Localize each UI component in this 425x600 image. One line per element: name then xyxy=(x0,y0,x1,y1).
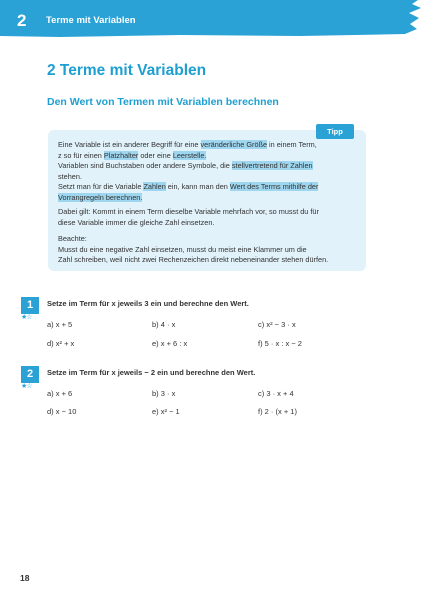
task-instruction: Setze im Term für x jeweils − 2 ein und berechne den Wert. xyxy=(47,368,256,377)
tip-line: Zahl schreiben, weil nicht zwei Rechenzeichen direkt nebeneinander stehen dürfen. xyxy=(58,255,329,265)
tip-line: Eine Variable ist ein anderer Begriff für eine veränderliche Größe in einem Term, xyxy=(58,140,317,149)
chapter-header xyxy=(0,0,425,40)
task-number-badge: 1 xyxy=(21,297,39,314)
page-number: 18 xyxy=(20,573,30,583)
tip-paragraph-definition xyxy=(58,140,360,204)
tip-label: Tipp xyxy=(316,124,354,139)
task-item: c) x² − 3 · x xyxy=(258,320,296,329)
task-item: a) x + 5 xyxy=(47,320,73,329)
tip-box xyxy=(48,127,366,271)
task-item: b) 4 · x xyxy=(152,320,176,329)
tip-line: Dabei gilt: Kommt in einem Term dieselbe Variable mehrfach vor, so musst du für xyxy=(58,207,319,216)
page-title: 2 Terme mit Variablen xyxy=(47,62,207,79)
tip-line: Setzt man für die Variable Zahlen ein, kann man den Wert des Terms mithilfe der xyxy=(58,182,319,192)
tip-paragraph-note xyxy=(58,234,360,266)
task-item: c) 3 · x + 4 xyxy=(258,389,294,398)
difficulty-stars: ★☆ xyxy=(21,314,32,321)
tip-line: z so für einen Platzhalter oder eine Leerstelle. xyxy=(58,150,207,160)
tip-line: Variablen sind Buchstaben oder andere Symbole, die stellvertretend für Zahlen xyxy=(58,161,313,171)
task-item: e) x + 6 : x xyxy=(152,339,188,348)
task-item: e) x² − 1 xyxy=(152,407,180,416)
chapter-title: Terme mit Variablen xyxy=(46,15,136,26)
chapter-number: 2 xyxy=(17,11,27,30)
task-item: a) x + 6 xyxy=(47,389,73,398)
task-item: d) x − 10 xyxy=(47,407,77,416)
task-item: d) x² + x xyxy=(47,339,75,348)
task-number-badge: 2 xyxy=(21,366,39,383)
task-instruction: Setze im Term für x jeweils 3 ein und berechne den Wert. xyxy=(47,299,249,308)
tip-line: diese Variable immer die gleiche Zahl einsetzen. xyxy=(58,217,215,227)
task-item: b) 3 · x xyxy=(152,389,176,398)
task-item: f) 2 · (x + 1) xyxy=(258,407,297,416)
tip-line: Vorrangregeln berechnen. xyxy=(58,192,143,202)
task-item: f) 5 · x : x − 2 xyxy=(258,339,302,348)
difficulty-stars: ★☆ xyxy=(21,383,32,390)
tip-paragraph-rule xyxy=(58,207,360,228)
tip-line: Musst du eine negative Zahl einsetzen, musst du meist eine Klammer um die xyxy=(58,244,307,254)
section-subtitle: Den Wert von Termen mit Variablen berechnen xyxy=(47,96,279,108)
tip-line: stehen. xyxy=(58,171,82,181)
tip-line: Beachte: xyxy=(58,234,87,243)
